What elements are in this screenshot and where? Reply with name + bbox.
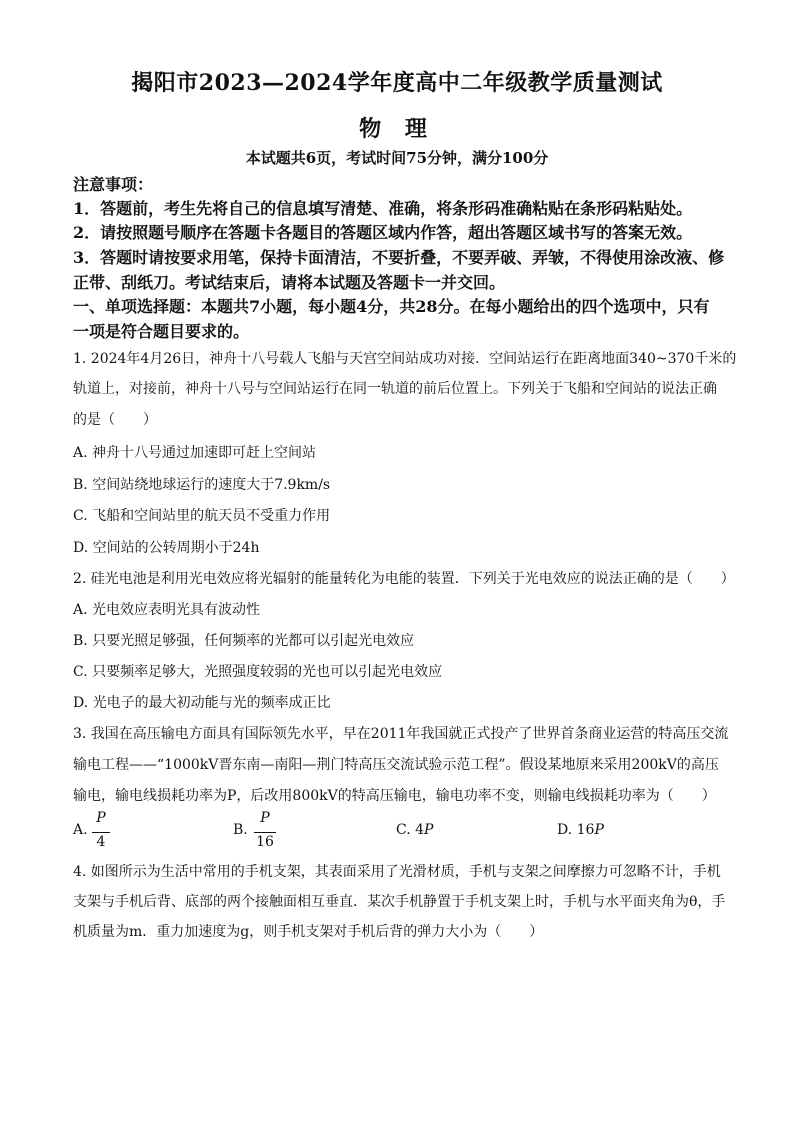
question-3-option-b-fraction — [254, 810, 276, 854]
question-3-option-d — [557, 822, 604, 838]
notice-item: 正带、刮纸刀。考试结束后，请将本试题及答题卡一并交回。 — [73, 273, 506, 292]
question-1-option-c: C. 飞船和空间站里的航天员不受重力作用 — [73, 508, 331, 524]
question-4-line: 支架与手机后背、底部的两个接触面相互垂直．某次手机静置于手机支架上时，手机与水平面夹角为θ，手 — [73, 894, 726, 910]
notice-item: 3．答题时请按要求用笔，保持卡面清洁，不要折叠，不要弄破、弄皱，不得使用涂改液、修 — [73, 248, 725, 267]
exam-title: 揭阳市2023—2024学年度高中二年级教学质量测试 — [131, 70, 663, 96]
notice-item: 2．请按照题号顺序在答题卡各题目的答题区域内作答，超出答题区域书写的答案无效。 — [73, 223, 693, 242]
question-3-option-a-fraction — [92, 810, 110, 854]
question-3-line: 3. 我国在高压输电方面具有国际领先水平，早在2011年我国就正式投产了世界首条商业运营的特高压交流 — [73, 726, 729, 742]
question-1-option-b: B. 空间站绕地球运行的速度大于7.9km/s — [73, 477, 331, 493]
exam-meta: 本试题共6页，考试时间75分钟，满分100分 — [245, 149, 549, 167]
variable-p: P — [594, 822, 604, 838]
question-2-line: 2. 硅光电池是利用光电效应将光辐射的能量转化为电能的装置．下列关于光电效应的说法正确的是（ ） — [73, 571, 735, 587]
question-2-option-c: C. 只要频率足够大，光照强度较弱的光也可以引起光电效应 — [73, 664, 443, 680]
question-2-option-d: D. 光电子的最大初动能与光的频率成正比 — [73, 695, 331, 711]
fraction-denominator: 4 — [96, 834, 106, 850]
question-1-line: 的是（ ） — [73, 412, 157, 428]
section-heading-cont: 一项是符合题目要求的。 — [73, 322, 250, 341]
option-label: C. 4 — [396, 822, 425, 838]
question-3-line: 输电工程——“1000kV晋东南—南阳—荆门特高压交流试验示范工程”。假设某地原来采用200kV的高压 — [73, 757, 719, 773]
question-3-line: 输电，输电线损耗功率为P，后改用800kV的特高压输电，输电功率不变，则输电线损耗功率为（ ） — [73, 788, 716, 804]
notice-heading: 注意事项： — [73, 175, 154, 194]
question-3-option-a-label: A. — [73, 822, 88, 838]
subject-title: 物 理 — [359, 116, 435, 142]
question-1-line: 1. 2024年4月26日，神舟十八号载人飞船与天宫空间站成功对接．空间站运行在距离地面340~370千米的 — [73, 351, 737, 367]
question-4-line: 4. 如图所示为生活中常用的手机支架，其表面采用了光滑材质，手机与支架之间摩擦力可忽略不计，手机 — [73, 864, 721, 880]
fraction-bar — [254, 832, 276, 833]
fraction-numerator: P — [96, 810, 106, 826]
question-1-option-a: A. 神舟十八号通过加速即可赶上空间站 — [73, 445, 317, 461]
fraction-numerator: P — [260, 810, 270, 826]
question-3-option-b-label: B. — [233, 822, 248, 838]
question-3-option-c — [396, 822, 433, 838]
variable-p: P — [424, 822, 434, 838]
question-1-line: 轨道上，对接前，神舟十八号与空间站运行在同一轨道的前后位置上。下列关于飞船和空间站的说法正确 — [73, 381, 717, 397]
fraction-denominator: 16 — [256, 834, 274, 850]
notice-item: 1．答题前，考生先将自己的信息填写清楚、准确，将条形码准确粘贴在条形码粘贴处。 — [73, 199, 693, 218]
fraction-bar — [92, 832, 110, 833]
question-4-line: 机质量为m．重力加速度为g，则手机支架对手机后背的弹力大小为（ ） — [73, 924, 544, 940]
option-label: D. 16 — [557, 822, 595, 838]
question-2-option-a: A. 光电效应表明光具有波动性 — [73, 602, 261, 618]
section-heading: 一、单项选择题：本题共7小题，每小题4分，共28分。在每小题给出的四个选项中，只有 — [73, 297, 710, 316]
question-2-option-b: B. 只要光照足够强，任何频率的光都可以引起光电效应 — [73, 633, 415, 649]
question-1-option-d: D. 空间站的公转周期小于24h — [73, 540, 260, 556]
